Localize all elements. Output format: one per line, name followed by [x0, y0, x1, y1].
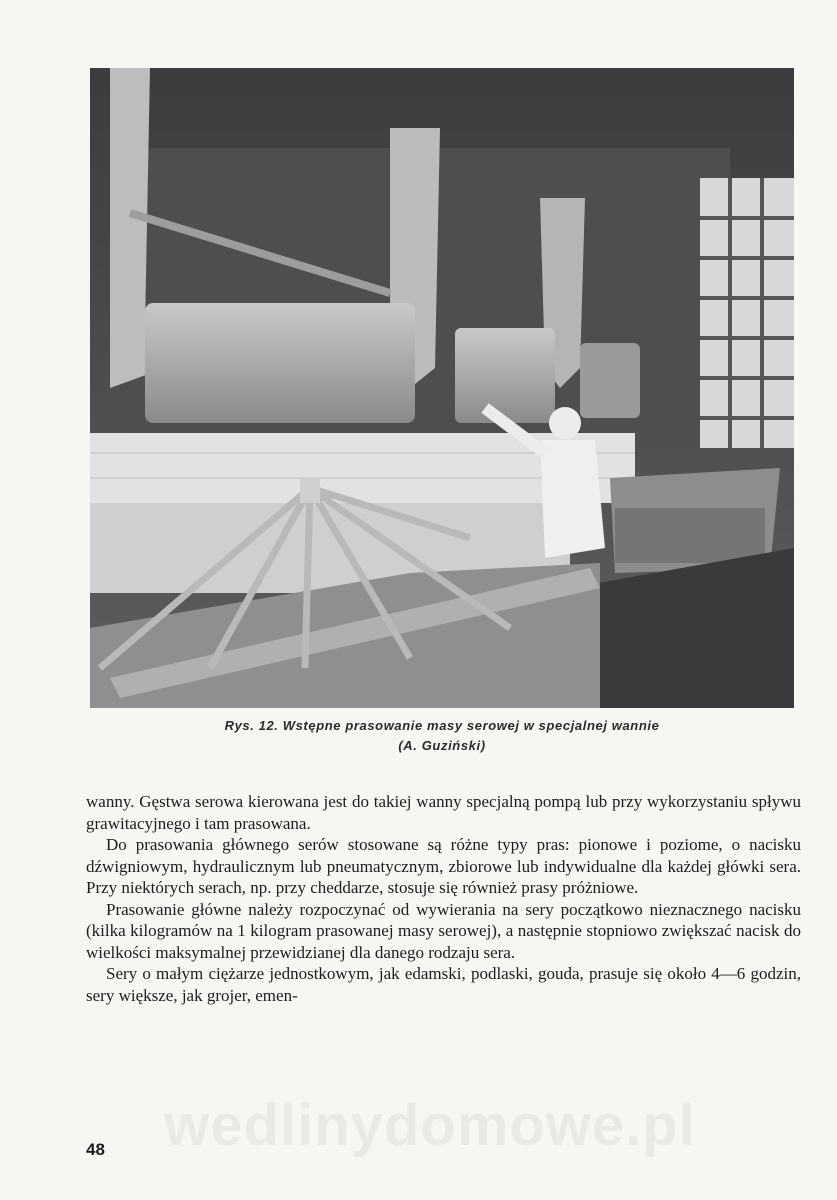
paragraph: Prasowanie główne należy rozpoczynać od wywierania na sery początkowo nieznacznego nacisku (kilka kilogramów na 1 kilogram prasowanej masy serowej), a następnie stopniowo zwiększać nacisk do wielkości maksymalnej przewidzianej dla danego rodzaju sera. — [86, 899, 801, 962]
figure-photo — [90, 68, 794, 708]
body-text — [86, 791, 801, 1006]
caption-credit: (A. Guziński) — [398, 738, 486, 753]
watermark: wedlinydomowe.pl — [164, 1093, 696, 1158]
paragraph: Do prasowania głównego serów stosowane są różne typy pras: pionowe i poziome, o nacisku dźwigniowym, hydraulicznym lub pneumatycznym, zbiorowe lub indywidualne dla każdej główki sera. Przy niektórych serach, np. przy cheddarze, stosuje się również prasy próżniowe. — [86, 835, 801, 897]
caption-title: Rys. 12. Wstępne prasowanie masy serowej w specjalnej wannie — [224, 718, 660, 733]
figure-caption — [90, 716, 794, 756]
paragraph: Sery o małym ciężarze jednostkowym, jak edamski, podlaski, gouda, prasuje się około 4—6 godzin, sery większe, jak grojer, emen- — [86, 964, 801, 1005]
paragraph: wanny. Gęstwa serowa kierowana jest do takiej wanny specjalną pompą lub przy wykorzystaniu spływu grawitacyjnego i tam prasowana. — [86, 792, 801, 833]
page-number: 48 — [86, 1140, 105, 1159]
